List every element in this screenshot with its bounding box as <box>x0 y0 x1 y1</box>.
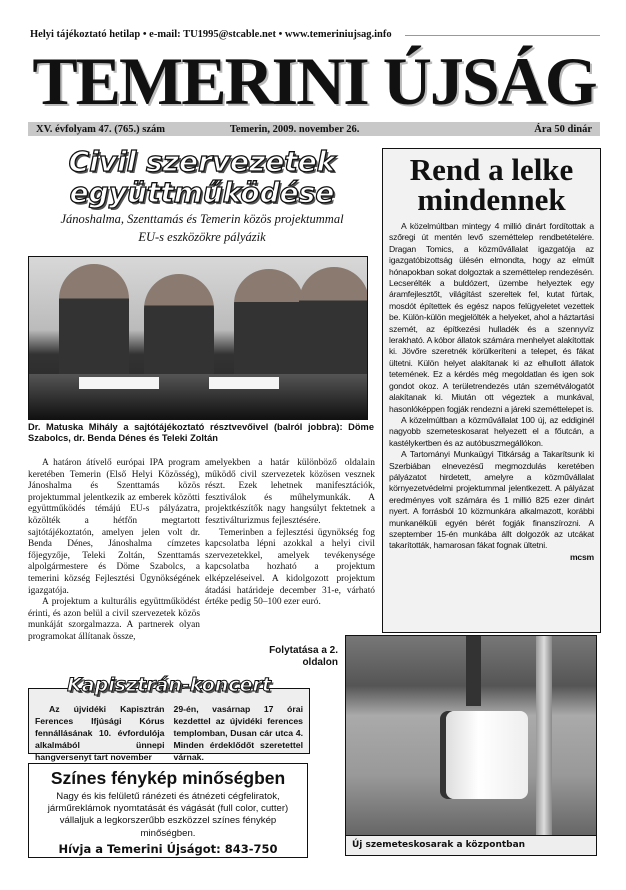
ad-phone: Hívja a Temerini Újságot: 843-750 <box>58 841 278 856</box>
concert-column <box>174 703 304 763</box>
tagline: Helyi tájékoztató hetilap • e-mail: TU1995@stcable.net • www.temeriniujsag.info <box>30 29 392 40</box>
ad-text: Nagy és kis felületű ránézeti és átnézeti cégfeliratok, járműreklámok nyomtatását és vágását (full color, cutter) vállaljuk a legkorszerűbb eszközzel színes fénykép minőségben. <box>47 791 289 839</box>
side-article-text <box>389 221 594 563</box>
side-article <box>382 148 601 633</box>
paragraph: A közelmúltban mintegy 4 millió dinárt fordítottak a szőregi út mentén levő szeméttelep rendbetételére. Dragan Tomics, a közművállalat igazgatója az igazgatóbizottság ülésén elmondta, hogy az elmúlt hónapokban sokat dolgoztak a szeméttelep rendezésén. Lecserélték a buldózert, üzembe helyeztek egy áramfejlesztőt, világítást szereltek fel, kutat fúrtak, mosdót építettek és egész napos felügyeletet vezettek be. Külön-külön megjelölték a helyeket, ahol a háztartási szemét, az építkezési hulladék és a szennyvíz lerakható. A kóbor állatok számára menhelyet alakítottak ki. Jövőre szeretnék körülkeríteni a telepet, és fákat ültetni. Külön helyet alakítanak ki az elhullott állatok tetemének. Ez a kérdés még megoldatlan és igen sok gondot okoz. A területrendezés után szemétválogatót alakítanak ki. Miután ott végeztek a munkával, hasonlóképpen fogják rendezni a járeki szeméttelepet is. <box>389 221 594 414</box>
lead-subtitle <box>28 210 376 246</box>
trash-bin-photo <box>345 635 597 836</box>
side-headline: Rend a lelke mindennek <box>409 152 574 217</box>
person-figure <box>234 269 304 379</box>
author-signature: mcsm <box>569 551 594 562</box>
advertisement <box>28 763 308 858</box>
person-figure <box>144 274 214 379</box>
paragraph: A Tartományi Munkaügyi Titkárság a Takarítsunk ki Szerbiában elnevezésű megmozdulás keretében pályázatot hirdetett, amelyre a közművállalat környezetvédelmi projektummal jelentkezett. A pályázat eredményes volt számára és 1 millió 825 ezer dinárt nyert. A forrásból 10 közmunkára alkalmazott, korábbi munkanélküli egyén bérét fogják finanszírozni. A szeptember 15-én munkába állt dolgozók az utcákat takarították, hamarosan fákat fognak ültetni. <box>389 449 594 551</box>
paragraph: Temerinben a fejlesztési ügynökség fog kapcsolatba lépni azokkal a helyi civil szervezetekkel, amelyek tevékenysége kapcsolatba hozható a projektum elképzeléseivel. A kidolgozott projektum átadási határideje december 31-e, várható értéke pedig 50–100 ezer euró. <box>205 527 375 608</box>
issue-band <box>28 122 600 136</box>
divider <box>405 35 600 36</box>
concert-text: 29-én, vasárnap 17 órai kezdettel az újvidéki ferences templomban, Dusan cár utca 4. Minden érdeklődőt szeretettel várnak. <box>173 704 303 762</box>
concert-title: Kapisztrán-koncert <box>67 674 271 696</box>
price: Ára 50 dinár <box>534 123 592 135</box>
pole <box>536 636 552 836</box>
person-figure <box>59 264 129 379</box>
paper <box>79 377 159 389</box>
subtitle-line: Jánoshalma, Szenttamás és Temerin közös projektummal <box>60 212 344 226</box>
issue-date: Temerin, 2009. november 26. <box>229 123 360 135</box>
paragraph: amelyekben a határ különböző oldalain működő civil szervezetek közösen vesznek részt. Ezek lehetnek manifesztációk, fesztiválok és műhelymunkák. A projektkészítők nagy hangsúlyt fektetnek a fesztiválturizmus fejlesztésére. <box>205 458 375 526</box>
issue-number: XV. évfolyam 47. (765.) szám <box>36 123 165 135</box>
subtitle-line: EU-s eszközökre pályázik <box>138 230 266 244</box>
trash-bin <box>446 711 528 799</box>
paragraph: A határon átívelő európai IPA program keretében Temerin (Első Helyi Közösség), Jánoshalma és Szenttamás közös projektummal jelentkezik az emberek közötti együttműködés témájú EU-s pályázatra, közölték a hétfőn megtartott sajtótájékoztatón, amelyen jelen volt dr. Benda Dénes, Jánoshalma címzetes főjegyzője, Teleki Zoltán, Szenttamás alpolgármestere és Döme Szabolcs, a temerini község Fejlesztési Ügynökségének igazgatója. <box>28 458 200 596</box>
article-column <box>205 458 375 609</box>
masthead: TEMERINI ÚJSÁG <box>32 43 596 119</box>
photo-caption: Dr. Matuska Mihály a sajtótájékoztató résztvevőivel (balról jobbra): Döme Szabolcs, dr. Benda Dénes és Teleki Zoltán <box>28 422 374 443</box>
paper <box>209 377 279 389</box>
photo-caption: Új szemeteskosarak a központban <box>345 836 597 856</box>
person-figure <box>299 267 368 379</box>
ad-title: Színes fénykép minőségben <box>50 768 286 788</box>
continued-link[interactable]: Folytatása a 2. oldalon <box>269 645 338 668</box>
concert-text: Az újvidéki Kapisztrán Ferences Ifjúsági Kórus fennállásának 10. évfordulója alkalmából ünnepi hangversenyt tart november <box>35 704 165 762</box>
concert-column <box>35 703 165 763</box>
concert-box <box>28 688 310 762</box>
lead-headline: Civil szervezetek együttműködése <box>68 145 336 209</box>
paragraph: A közelmúltban a közművállalat 100 új, az eddiginél nagyobb szemeteskosarat helyezett el a főutcán, a kastélykertben és az autóbuszmegállókon. <box>389 414 594 448</box>
tree-trunk <box>466 636 481 706</box>
press-conference-photo <box>28 256 368 420</box>
paragraph: A projektum a kulturális együttműködést érinti, és azon belül a civil szervezetek közös munkáját szorgalmazza. A partnerek olyan programokat állítanak össze, <box>28 597 200 642</box>
article-column <box>28 458 200 644</box>
